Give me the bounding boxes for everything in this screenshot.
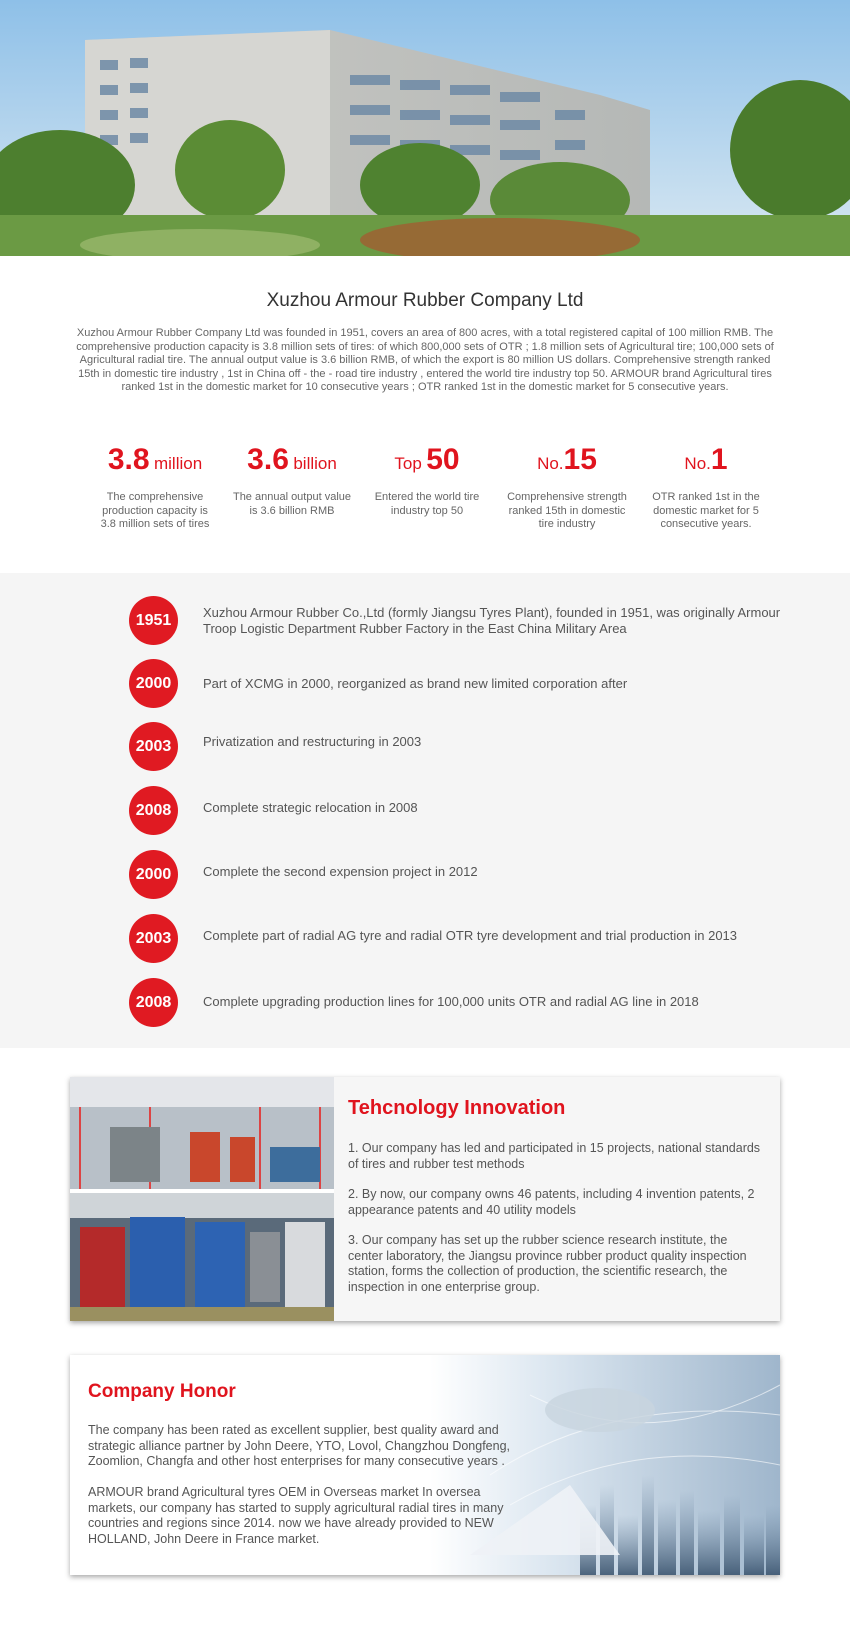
stat-desc: Comprehensive strength ranked 15th in domestic tire industry xyxy=(507,491,627,530)
year-badge: 2000 xyxy=(129,659,178,708)
year-badge: 2008 xyxy=(129,978,178,1027)
timeline-text: Complete strategic relocation in 2008 xyxy=(203,800,418,815)
stat-prefix: No. xyxy=(684,454,711,473)
tech-title: Tehcnology Innovation xyxy=(348,1097,566,1119)
company-intro: Xuzhou Armour Rubber Company Ltd was founded in 1951, covers an area of 800 acres, with a total registered capital of 100 million RMB. The comprehensive production capacity is 3.8 million sets of tires: of which 800,000 sets of OTR ; 1.8 million sets of Agricultural tire; 100,000 sets of Agricultural radial tire. The annual output value is 3.6 billion RMB, of which the export is 80 million US dollars. Comprehensive strength ranked 15th in domestic tire industry , 1st in China off - the - road tire industry , entered the world tire industry top 50. ARMOUR brand Agricultural tires ranked 1st in the domestic market for 10 consecutive years ; OTR ranked 1st in the domestic market for 5 consecutive years. xyxy=(76,327,774,394)
year-badge: 2008 xyxy=(129,786,178,835)
company-honor-card xyxy=(70,1355,780,1575)
year-badge: 2003 xyxy=(129,914,178,963)
tech-item: 1. Our company has led and participated in 15 projects, national standards of tires and rubber test methods xyxy=(348,1141,761,1171)
factory-photos xyxy=(70,1077,334,1321)
stat-output xyxy=(222,440,362,518)
hero-banner xyxy=(0,0,850,256)
stat-desc: Entered the world tire industry top 50 xyxy=(374,491,480,517)
stat-desc: OTR ranked 1st in the domestic market for 5 consecutive years. xyxy=(652,491,760,530)
stat-prefix: Top xyxy=(394,454,422,473)
stat-desc: The annual output value is 3.6 billion RMB xyxy=(232,491,352,517)
history-timeline xyxy=(0,573,850,1048)
timeline-text: Complete part of radial AG tyre and radial OTR tyre development and trial production in 2013 xyxy=(203,928,738,943)
stat-suffix: billion xyxy=(293,454,337,473)
technology-card xyxy=(70,1077,780,1321)
timeline-item xyxy=(0,659,850,709)
stat-top50 xyxy=(357,440,497,518)
timeline-text: Part of XCMG in 2000, reorganized as brand new limited corporation after xyxy=(203,676,628,691)
honor-paragraph: ARMOUR brand Agricultural tyres OEM in Overseas market In oversea markets, our company has started to supply agricultural radial tires in many countries and regions since 2014. now we have already provided to NEW HOLLAND, John Deere in France market. xyxy=(88,1485,504,1546)
timeline-item xyxy=(0,786,850,836)
timeline-text: Complete upgrading production lines for 100,000 units OTR and radial AG line in 2018 xyxy=(203,994,699,1009)
timeline-item xyxy=(0,722,850,772)
stat-capacity xyxy=(85,440,225,532)
honor-title: Company Honor xyxy=(88,1381,236,1402)
timeline-text: Xuzhou Armour Rubber Co.,Ltd (formly Jiangsu Tyres Plant), founded in 1951, was originally Armour Troop Logistic Department Rubber Factory in the East China Military Area xyxy=(203,605,781,636)
stat-rank15 xyxy=(497,440,637,532)
stat-desc: The comprehensive production capacity is 3.8 million sets of tires xyxy=(100,491,210,530)
tech-item: 3. Our company has set up the rubber science research institute, the center laboratory, the Jiangsu province rubber product quality inspection station, forms the collection of production, the scientific research, the inspection in one enterprise group. xyxy=(348,1233,747,1294)
factory-equipment-image xyxy=(70,1077,334,1321)
company-building-photo xyxy=(0,0,850,256)
year-badge: 1951 xyxy=(129,596,178,645)
stat-number: 15 xyxy=(563,443,597,476)
timeline-item xyxy=(0,850,850,900)
honor-paragraph: The company has been rated as excellent supplier, best quality award and strategic alliance partner by John Deere, YTO, Lovol, Changzhou Dongfeng, Zoomlion, Changfa and other host enterprises for many consecutive years . xyxy=(88,1423,511,1468)
year-badge: 2000 xyxy=(129,850,178,899)
stats-row xyxy=(85,440,775,540)
tech-item: 2. By now, our company owns 46 patents, including 4 invention patents, 2 appearance patents and 40 utility models xyxy=(348,1187,755,1217)
stat-number: 3.8 xyxy=(107,443,150,476)
stat-suffix: million xyxy=(153,454,203,473)
stat-number: 3.6 xyxy=(247,443,289,476)
stat-rank1 xyxy=(636,440,776,532)
stat-number: 50 xyxy=(426,443,460,476)
timeline-text: Privatization and restructuring in 2003 xyxy=(203,734,422,749)
timeline-item xyxy=(0,914,850,964)
timeline-item xyxy=(0,978,850,1028)
company-title: Xuzhou Armour Rubber Company Ltd xyxy=(266,290,584,311)
tech-list xyxy=(348,1141,762,1310)
stat-prefix: No. xyxy=(537,454,564,473)
year-badge: 2003 xyxy=(129,722,178,771)
timeline-text: Complete the second expension project in 2012 xyxy=(203,864,478,879)
timeline-item xyxy=(0,596,850,646)
stat-number: 1 xyxy=(710,443,728,476)
